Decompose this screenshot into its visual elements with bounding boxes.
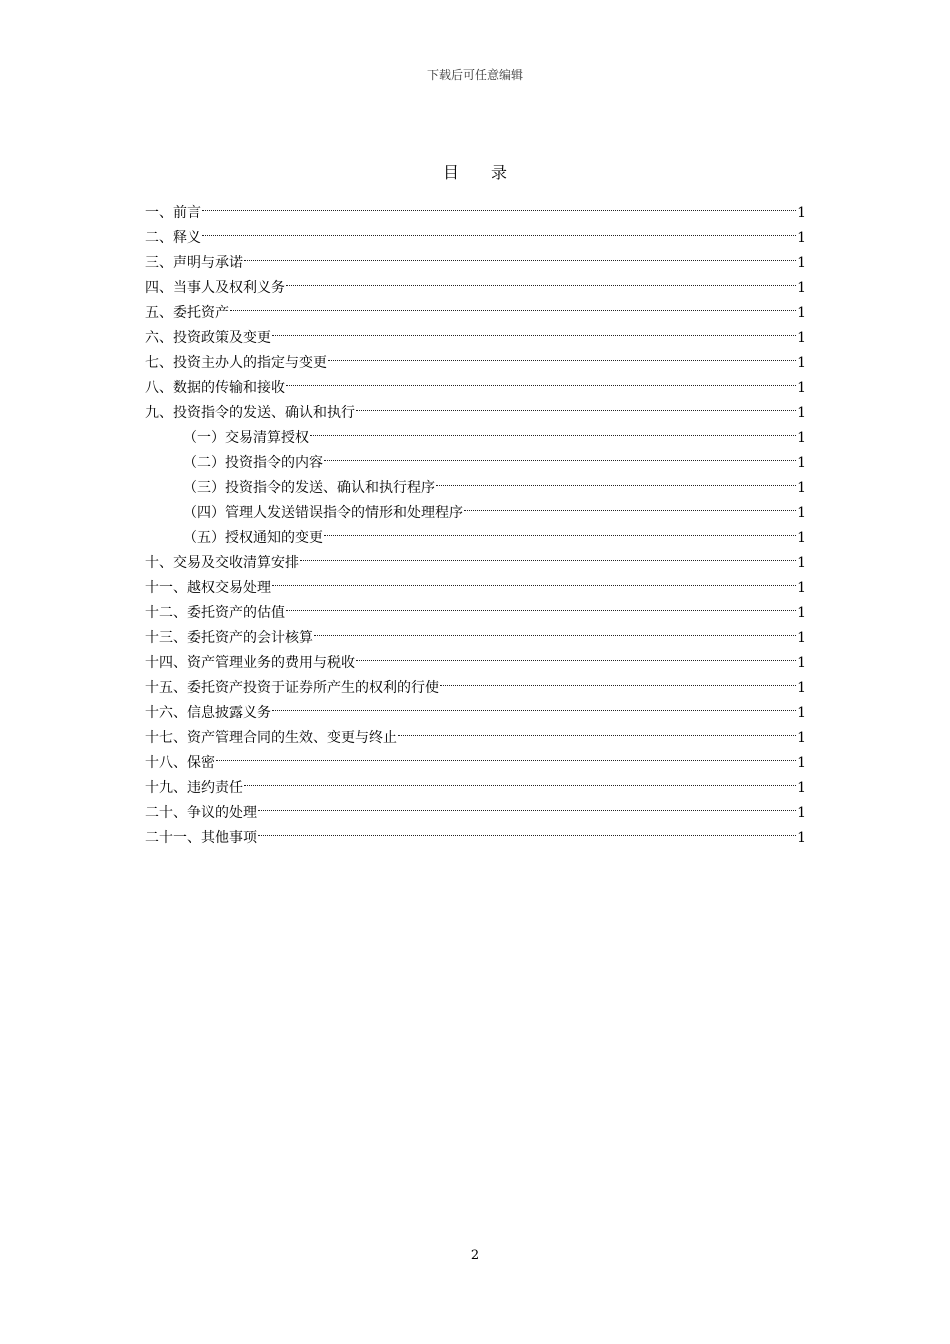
toc-dot-leader [300,542,796,567]
toc-entry[interactable] [145,217,806,246]
toc-entry-label: （四）管理人发送错误指令的情形和处理程序 [183,505,463,521]
page-header: 下载后可任意编辑 [426,68,523,82]
toc-dot-leader [286,592,796,617]
toc-dot-leader [244,242,796,267]
toc-entry-label: 二十一、其他事项 [145,830,257,846]
toc-entry-page: 1 [797,280,806,296]
table-of-contents [145,192,806,846]
toc-entry-page: 1 [797,205,806,221]
toc-entry[interactable] [145,192,806,221]
toc-title [0,160,950,183]
toc-entry-page: 1 [797,780,806,796]
toc-entry-page: 1 [797,305,806,321]
toc-dot-leader [286,267,796,292]
toc-entry-page: 1 [797,655,806,671]
toc-entry-page: 1 [797,430,806,446]
page-number: 2 [470,1248,480,1263]
toc-dot-leader [286,367,796,392]
toc-entry-label: （二）投资指令的内容 [183,455,323,471]
toc-dot-leader [216,742,796,767]
toc-entry[interactable] [145,267,806,296]
toc-entry[interactable] [145,792,806,821]
toc-dot-leader [398,717,796,742]
toc-entry-label: 十、交易及交收清算安排 [145,555,299,571]
toc-entry-label: 五、委托资产 [145,305,229,321]
toc-entry-page: 1 [797,755,806,771]
toc-entry-label: 二十、争议的处理 [145,805,257,821]
toc-dot-leader [230,292,796,317]
toc-entry[interactable] [145,292,806,321]
toc-dot-leader [202,192,796,217]
toc-entry-label: （一）交易清算授权 [183,430,309,446]
toc-entry-page: 1 [797,580,806,596]
toc-entry-label: 十一、越权交易处理 [145,580,271,596]
toc-entry-page: 1 [797,405,806,421]
toc-entry-label: 六、投资政策及变更 [145,330,271,346]
toc-entry-label: 十四、资产管理业务的费用与税收 [145,655,355,671]
toc-entry-page: 1 [797,355,806,371]
toc-entry[interactable] [145,242,806,271]
toc-dot-leader [440,667,796,692]
toc-entry-label: 十三、委托资产的会计核算 [145,630,313,646]
toc-entry[interactable] [145,767,806,796]
toc-entry-page: 1 [797,455,806,471]
toc-dot-leader [272,567,796,592]
toc-entry-page: 1 [797,330,806,346]
toc-dot-leader [258,817,796,842]
toc-entry-page: 1 [797,830,806,846]
toc-title-right: 录 [491,163,508,182]
toc-dot-leader [314,617,796,642]
toc-entry-page: 1 [797,680,806,696]
toc-entry-page: 1 [797,255,806,271]
toc-dot-leader [244,767,796,792]
toc-dot-leader [356,392,796,417]
toc-entry-page: 1 [797,630,806,646]
toc-entry-page: 1 [797,230,806,246]
toc-entry-label: 十六、信息披露义务 [145,705,271,721]
toc-entry-page: 1 [797,605,806,621]
toc-entry-label: 十九、违约责任 [145,780,243,796]
toc-entry-page: 1 [797,805,806,821]
toc-dot-leader [258,792,796,817]
toc-dot-leader [464,492,796,517]
toc-entry-label: 十五、委托资产投资于证券所产生的权利的行使 [145,680,439,696]
toc-entry-label: 九、投资指令的发送、确认和执行 [145,405,355,421]
toc-entry-page: 1 [797,380,806,396]
toc-entry-label: （五）授权通知的变更 [183,530,323,546]
toc-dot-leader [310,417,796,442]
toc-dot-leader [328,342,796,367]
toc-entry-label: 八、数据的传输和接收 [145,380,285,396]
toc-entry-label: 七、投资主办人的指定与变更 [145,355,327,371]
toc-entry-label: 二、释义 [145,230,201,246]
toc-dot-leader [272,692,796,717]
toc-dot-leader [272,317,796,342]
toc-entry-label: （三）投资指令的发送、确认和执行程序 [183,480,435,496]
toc-dot-leader [324,442,796,467]
toc-entry-label: 一、前言 [145,205,201,221]
toc-entry-label: 十八、保密 [145,755,215,771]
toc-dot-leader [436,467,796,492]
toc-entry-label: 十七、资产管理合同的生效、变更与终止 [145,730,397,746]
toc-title-left: 目 [442,163,459,182]
toc-entry[interactable] [145,317,806,346]
toc-dot-leader [324,517,796,542]
toc-dot-leader [202,217,796,242]
toc-entry-page: 1 [797,730,806,746]
toc-entry-label: 四、当事人及权利义务 [145,280,285,296]
toc-entry-page: 1 [797,480,806,496]
toc-entry[interactable] [145,742,806,771]
toc-entry-page: 1 [797,505,806,521]
toc-entry-page: 1 [797,555,806,571]
toc-entry-label: 十二、委托资产的估值 [145,605,285,621]
toc-entry-page: 1 [797,530,806,546]
toc-entry-label: 三、声明与承诺 [145,255,243,271]
toc-dot-leader [356,642,796,667]
toc-entry-page: 1 [797,705,806,721]
